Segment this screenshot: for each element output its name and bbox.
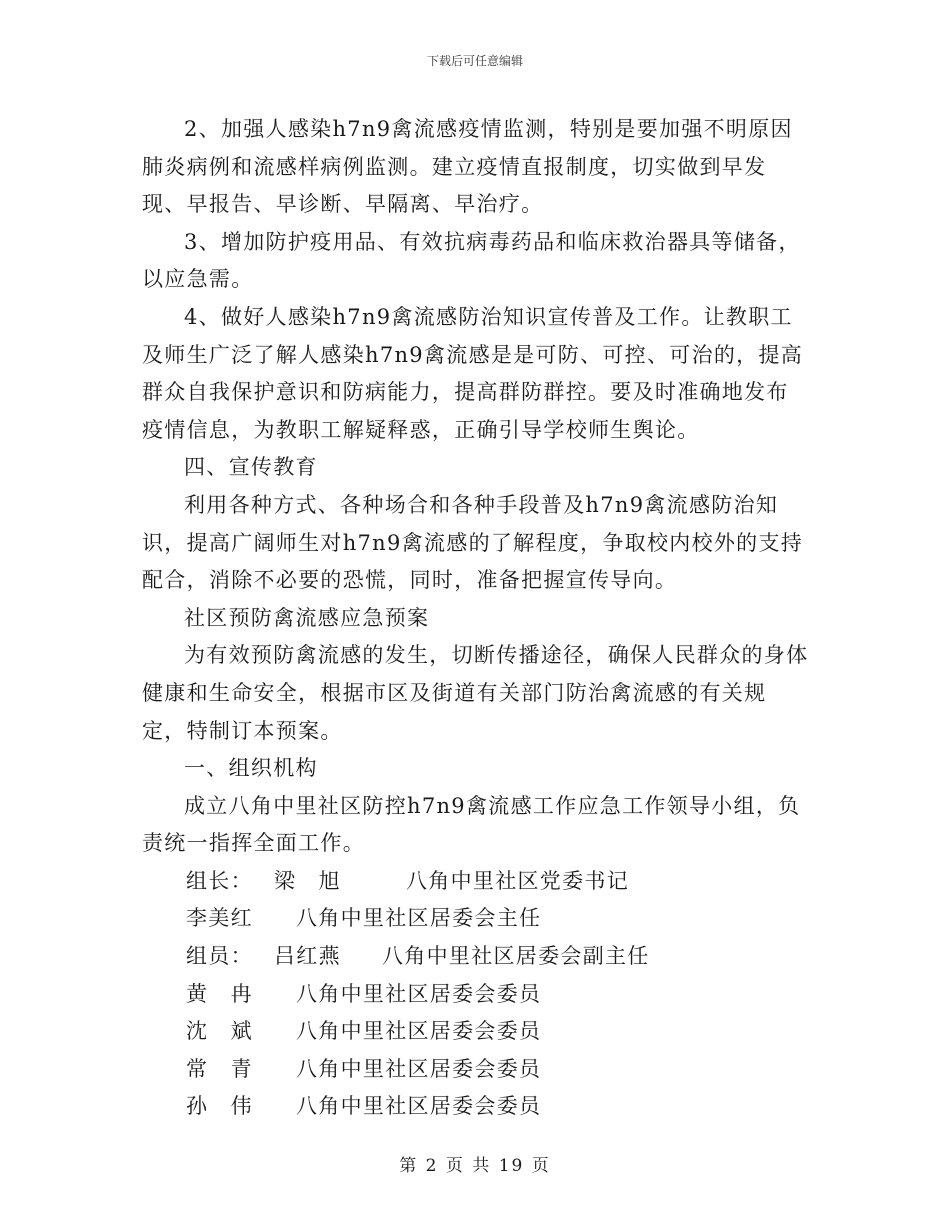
paragraph-purpose: 为有效预防禽流感的发生，切断传播途径，确保人民群众的身体健康和生命安全，根据市区及街道有关部门防治禽流感的有关规定，特制订本预案。	[142, 643, 809, 743]
paragraph-publicity-knowledge: 4、做好人感染h7n9禽流感防治知识宣传普及工作。让教职工及师生广泛了解人感染h7n9禽流感是是可防、可控、可治的，提高群众自我保护意识和防病能力，提高群防群控。要及时准确地发布疫情信息，为教职工解疑释惑，正确引导学校师生舆论。	[142, 304, 804, 442]
roster-name: 李美红	[186, 906, 253, 931]
roster-role-label: 组长：	[186, 868, 253, 893]
paragraph-publicity-methods: 利用各种方式、各种场合和各种手段普及h7n9禽流感防治知识，提高广阔师生对h7n9禽流感的了解程度，争取校内校外的支持配合，消除不必要的恐慌，同时，准备把握宣传导向。	[142, 492, 804, 593]
roster-role-label: 组员：	[186, 944, 253, 969]
roster-title: 八角中里社区居委会委员	[296, 1019, 542, 1044]
roster-row-member	[142, 1051, 810, 1089]
paragraph-surveillance: 2、加强人感染h7n9禽流感疫情监测，特别是要加强不明原因肺炎病例和流感样病例监测。建立疫情直报制度，切实做到早发现、早报告、早诊断、早隔离、早治疗。	[142, 117, 793, 217]
roster-name: 沈 斌	[186, 1019, 253, 1044]
roster-row-deputy	[142, 900, 810, 938]
document-subtitle: 社区预防禽流感应急预案	[184, 605, 430, 630]
roster-name: 吕红燕	[274, 944, 341, 969]
page-number-footer: 第 2 页 共 19 页	[399, 1156, 551, 1176]
roster-title: 八角中里社区居委会委员	[296, 1094, 542, 1119]
roster-row-member	[142, 976, 810, 1014]
roster-name: 孙 伟	[186, 1094, 253, 1119]
roster-name: 黄 冉	[186, 981, 253, 1006]
section-heading-publicity: 四、宣传教育	[184, 455, 318, 480]
roster-row-member	[142, 1088, 810, 1126]
roster-row-member-first	[142, 938, 810, 976]
roster-row-leader	[142, 863, 810, 901]
document-body	[142, 111, 810, 1126]
section-heading-organization: 一、组织机构	[184, 756, 318, 781]
paragraph-leading-group: 成立八角中里社区防控h7n9禽流感工作应急工作领导小组，负责统一指挥全面工作。	[142, 793, 801, 856]
roster-name: 梁 旭	[274, 868, 341, 893]
roster-title: 八角中里社区居委会委员	[296, 981, 542, 1006]
roster-row-member	[142, 1013, 810, 1051]
roster-title: 八角中里社区居委会主任	[296, 906, 542, 931]
page-header: 下载后可任意编辑	[426, 54, 523, 68]
roster-title: 八角中里社区党委书记	[406, 868, 629, 893]
roster-title: 八角中里社区居委会委员	[296, 1056, 542, 1081]
paragraph-reserves: 3、增加防护疫用品、有效抗病毒药品和临床救治器具等储备，以应急需。	[142, 229, 801, 292]
roster-name: 常 青	[186, 1056, 253, 1081]
roster-title: 八角中里社区居委会副主任	[382, 944, 650, 969]
